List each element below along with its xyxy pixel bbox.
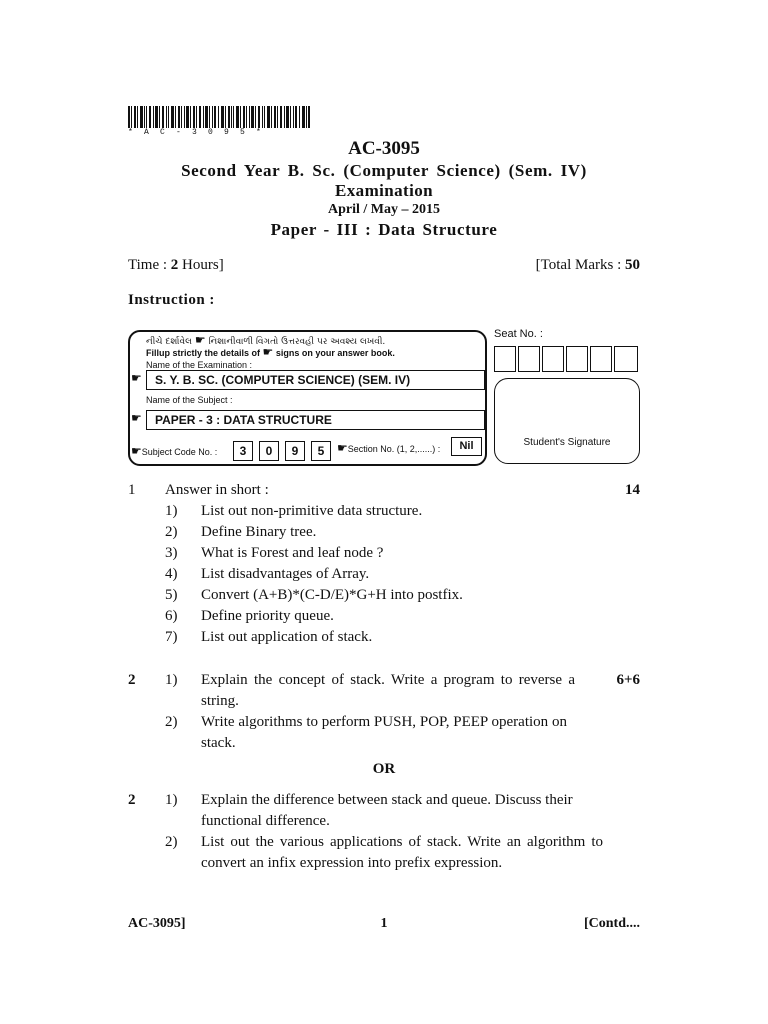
sub-question-number: 1) xyxy=(165,503,178,519)
subject-name-label: Name of the Subject : xyxy=(146,395,233,405)
subject-code-digit: 3 xyxy=(233,441,253,461)
sub-question-text: Define Binary tree. xyxy=(201,524,317,540)
pointing-hand-icon: ☛ xyxy=(337,441,348,455)
pointing-hand-icon: ☛ xyxy=(131,371,142,385)
seat-no-label: Seat No. : xyxy=(494,328,543,340)
paper-code: AC-3095 xyxy=(348,138,420,159)
sub-question-number: 6) xyxy=(165,608,178,624)
seat-no-cell xyxy=(542,346,564,372)
subject-code-digit: 9 xyxy=(285,441,305,461)
time-unit: Hours] xyxy=(178,257,224,273)
seat-no-cell xyxy=(590,346,612,372)
pointing-hand-icon: ☛ xyxy=(262,345,274,359)
sub-question-number: 2) xyxy=(165,834,178,850)
gujarati-text-a: નીચે દર્શાવેલ xyxy=(146,337,192,347)
barcode xyxy=(128,106,310,128)
question-number: 2 xyxy=(128,792,136,808)
sub-question-text: List disadvantages of Array. xyxy=(201,566,370,582)
exam-title: Examination xyxy=(335,181,433,200)
time-value: 2 xyxy=(170,257,179,273)
exam-name-field: S. Y. B. SC. (COMPUTER SCIENCE) (SEM. IV) xyxy=(146,370,485,390)
sub-question-text: List out non-primitive data structure. xyxy=(201,503,423,519)
pointing-hand-icon: ☛ xyxy=(131,444,142,458)
paper-title: Paper - III : Data Structure xyxy=(270,220,498,239)
barcode-text: * A C - 3 0 9 5 * xyxy=(128,128,265,137)
english-instruction xyxy=(146,345,395,359)
question-number: 2 xyxy=(128,672,136,688)
pointing-hand-icon: ☛ xyxy=(194,333,206,347)
sub-question-text: Define priority queue. xyxy=(201,608,334,624)
total-marks xyxy=(536,257,640,274)
question-number: 1 xyxy=(128,482,136,498)
time-label: Time : xyxy=(128,257,171,273)
footer-contd: [Contd.... xyxy=(583,916,640,931)
sub-question-text: Convert (A+B)*(C-D/E)*G+H into postfix. xyxy=(201,587,463,603)
subject-code-text: Subject Code No. : xyxy=(141,447,218,457)
marks-label: [Total Marks : xyxy=(535,257,625,273)
sub-question-text: What is Forest and leaf node ? xyxy=(201,545,384,561)
sub-question-text: Write algorithms to perform PUSH, POP, PEEP operation on stack. xyxy=(201,714,567,751)
exam-session: April / May – 2015 xyxy=(328,202,440,217)
subject-name-field: PAPER - 3 : DATA STRUCTURE xyxy=(146,410,485,430)
seat-no-cell xyxy=(518,346,540,372)
question-marks: 14 xyxy=(625,482,640,498)
sub-question-number: 5) xyxy=(165,587,178,603)
marks-value: 50 xyxy=(625,257,640,273)
pointing-hand-icon: ☛ xyxy=(131,411,142,425)
sub-question-number: 4) xyxy=(165,566,178,582)
subject-code-label xyxy=(131,444,217,458)
subject-code-digit: 5 xyxy=(311,441,331,461)
subject-code-digit: 0 xyxy=(259,441,279,461)
sub-question-number: 7) xyxy=(165,629,178,645)
english-text-b: signs on your answer book. xyxy=(275,348,395,358)
sub-question-number: 3) xyxy=(165,545,178,561)
section-field: Nil xyxy=(451,437,482,456)
page-number: 1 xyxy=(380,916,388,931)
sub-question-text: Explain the difference between stack and queue. Discuss their functional difference. xyxy=(201,792,573,829)
gujarati-text-b: નિશાનીવાળી વિગતો ઉત્તરવહી પર અવશ્ય લખવી. xyxy=(208,337,386,347)
sub-question-text: Explain the concept of stack. Write a program to reverse a string. xyxy=(201,672,575,709)
footer-code: AC-3095] xyxy=(128,916,186,931)
question-title: Answer in short : xyxy=(165,482,269,498)
sub-question-text: List out application of stack. xyxy=(201,629,373,645)
section-text: Section No. (1, 2,......) : xyxy=(347,444,441,454)
seat-no-cell xyxy=(494,346,516,372)
instruction-heading: Instruction : xyxy=(128,292,215,308)
sub-question-number: 2) xyxy=(165,714,178,730)
course-title: Second Year B. Sc. (Computer Science) (Sem. IV) xyxy=(181,161,587,180)
sub-question-number: 2) xyxy=(165,524,178,540)
time-line xyxy=(128,257,224,274)
sub-question-number: 1) xyxy=(165,792,178,808)
sub-question-number: 1) xyxy=(165,672,178,688)
or-separator: OR xyxy=(372,761,396,777)
sub-question-text: List out the various applications of stack. Write an algorithm to convert an infix expression into prefix expression. xyxy=(201,834,603,871)
english-text-a: Fillup strictly the details of xyxy=(146,348,261,358)
question-marks: 6+6 xyxy=(616,672,640,688)
signature-label: Student's Signature xyxy=(523,437,611,448)
seat-no-cell xyxy=(614,346,638,372)
exam-name-label: Name of the Examination : xyxy=(146,360,253,370)
seat-no-cell xyxy=(566,346,588,372)
section-label xyxy=(337,441,440,455)
signature-box xyxy=(494,378,640,464)
